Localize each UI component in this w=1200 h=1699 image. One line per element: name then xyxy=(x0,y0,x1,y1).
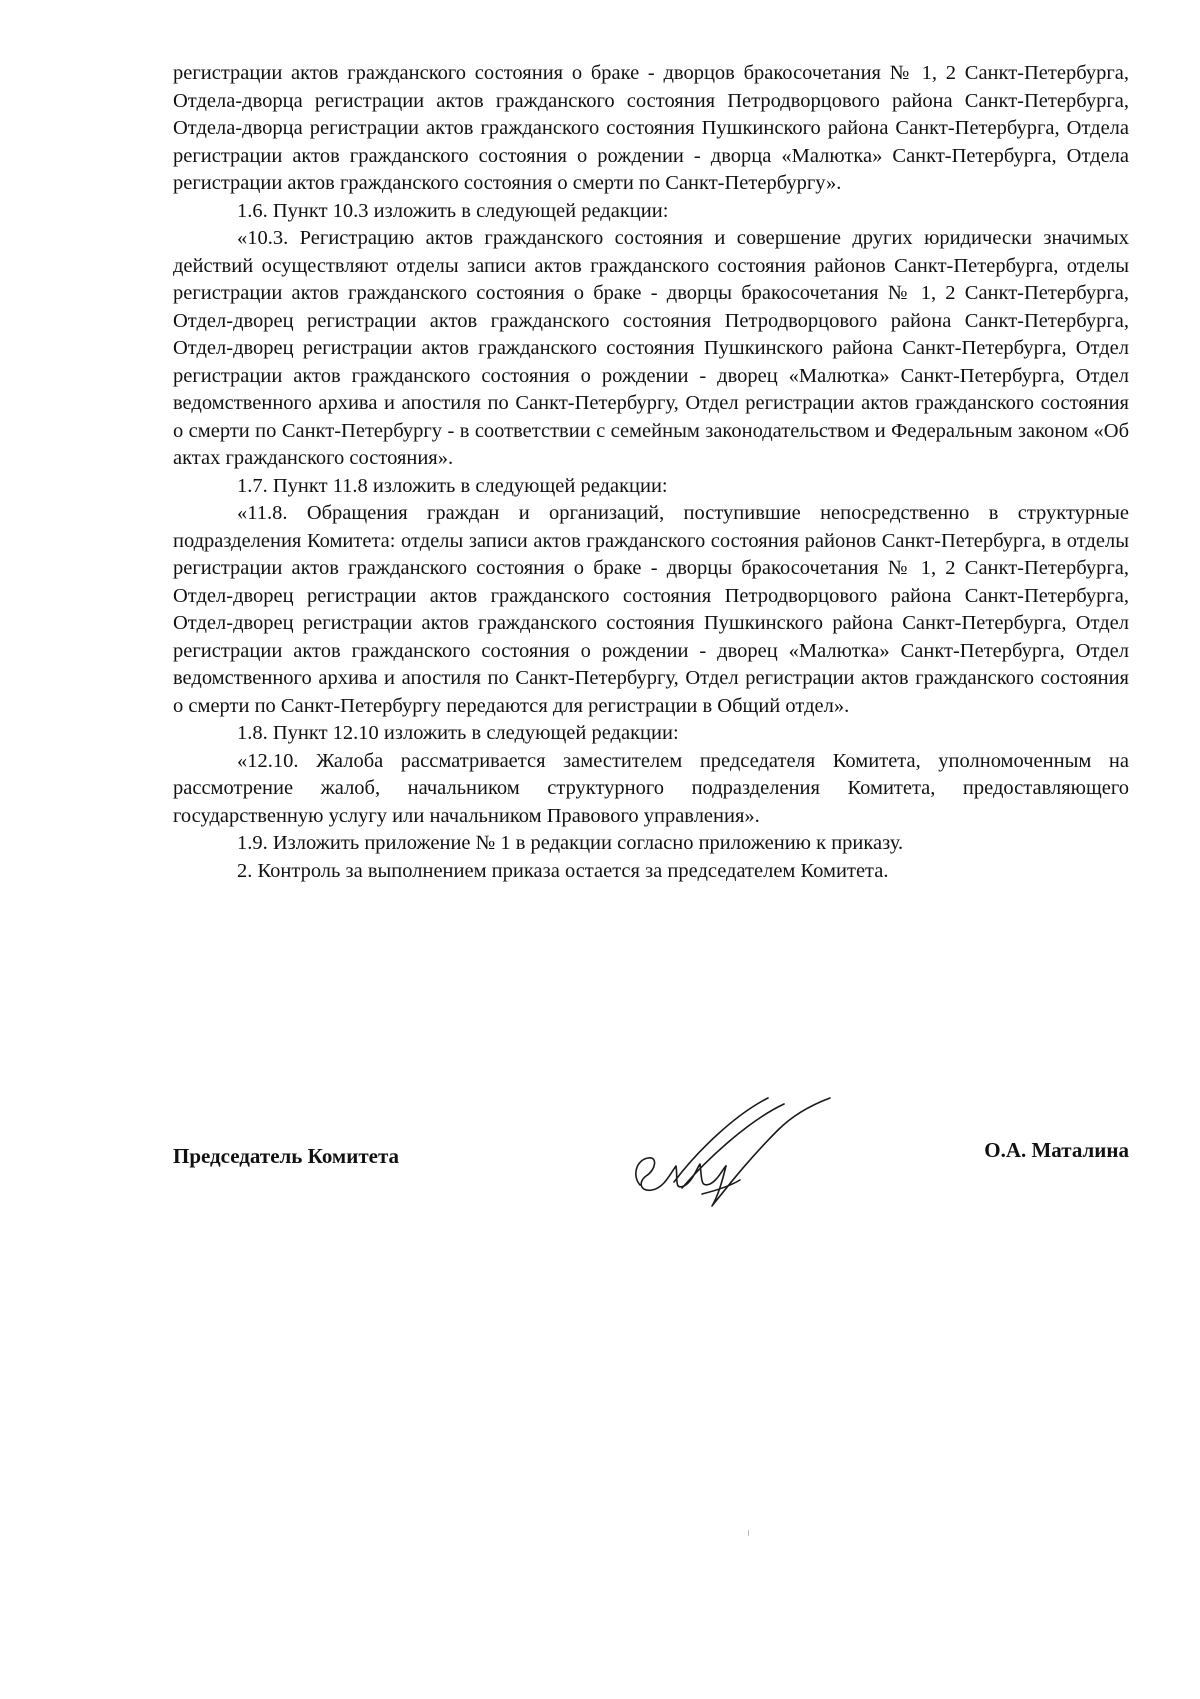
paragraph-item-1-6: 1.6. Пункт 10.3 изложить в следующей редакции: xyxy=(237,199,669,222)
paragraph-quote-10-3: «10.3. Регистрацию актов гражданского состояния и совершение других юридически значимых действий осуществляют отделы записи актов гражданского состояния районов Санкт-Петербурга, отделы регистрации актов гражданского состояния о браке - дворцы бракосочетания № 1, 2 Санкт-Петербурга, Отдел-дворец регистрации актов гражданского состояния Петродворцового района Санкт-Петербурга, Отдел-дворец регистрации актов гражданского состояния Пушкинского района Санкт-Петербурга, Отдел регистрации актов гражданского состояния о рождении - дворец «Малютка» Санкт-Петербурга, Отдел ведомственного архива и апостиля по Санкт-Петербургу, Отдел регистрации актов гражданского состояния о смерти по Санкт-Петербургу - в соответствии с семейным законодательством и Федеральным законом «Об актах гражданского состояния». xyxy=(173,227,1129,469)
scan-speck xyxy=(748,1530,749,1536)
signatory-name: О.А. Маталина xyxy=(984,1138,1129,1162)
paragraph-quote-12-10: «12.10. Жалоба рассматривается заместителем председателя Комитета, уполномоченным на рассмотрение жалоб, начальником структурного подразделения Комитета, предоставляющего государственную услугу или начальником Правового управления». xyxy=(173,749,1129,827)
document-body xyxy=(173,60,1129,885)
paragraph-quote-11-8: «11.8. Обращения граждан и организаций, поступившие непосредственно в структурные подразделения Комитета: отделы записи актов гражданского состояния районов Санкт-Петербурга, в отделы регистрации актов гражданского состояния о браке - дворцы бракосочетания № 1, 2 Санкт-Петербурга, Отдел-дворец регистрации актов гражданского состояния Петродворцового района Санкт-Петербурга, Отдел-дворец регистрации актов гражданского состояния Пушкинского района Санкт-Петербурга, Отдел регистрации актов гражданского состояния о рождении - дворец «Малютка» Санкт-Петербурга, Отдел ведомственного архива и апостиля по Санкт-Петербургу, Отдел регистрации актов гражданского состояния о смерти по Санкт-Петербургу передаются для регистрации в Общий отдел». xyxy=(173,502,1129,717)
signature-block xyxy=(173,1090,1129,1230)
paragraph-item-1-7: 1.7. Пункт 11.8 изложить в следующей редакции: xyxy=(237,474,668,497)
handwritten-signature xyxy=(618,1090,838,1210)
paragraph-item-2: 2. Контроль за выполнением приказа остается за председателем Комитета. xyxy=(237,859,889,882)
paragraph-item-1-8: 1.8. Пункт 12.10 изложить в следующей редакции: xyxy=(237,722,679,744)
paragraph-item-1-9: 1.9. Изложить приложение № 1 в редакции согласно приложению к приказу. xyxy=(237,832,904,854)
signatory-title: Председатель Комитета xyxy=(173,1144,400,1168)
paragraph-continuation: регистрации актов гражданского состояния о браке - дворцов бракосочетания № 1, 2 Санкт-Петербурга, Отдела-дворца регистрации актов гражданского состояния Петродворцового района Санкт-Петербурга, Отдела-дворца регистрации актов гражданского состояния Пушкинского района Санкт-Петербурга, Отдела регистрации актов гражданского состояния о рождении - дворца «Малютка» Санкт-Петербурга, Отдела регистрации актов гражданского состояния о смерти по Санкт-Петербургу». xyxy=(173,62,1129,194)
